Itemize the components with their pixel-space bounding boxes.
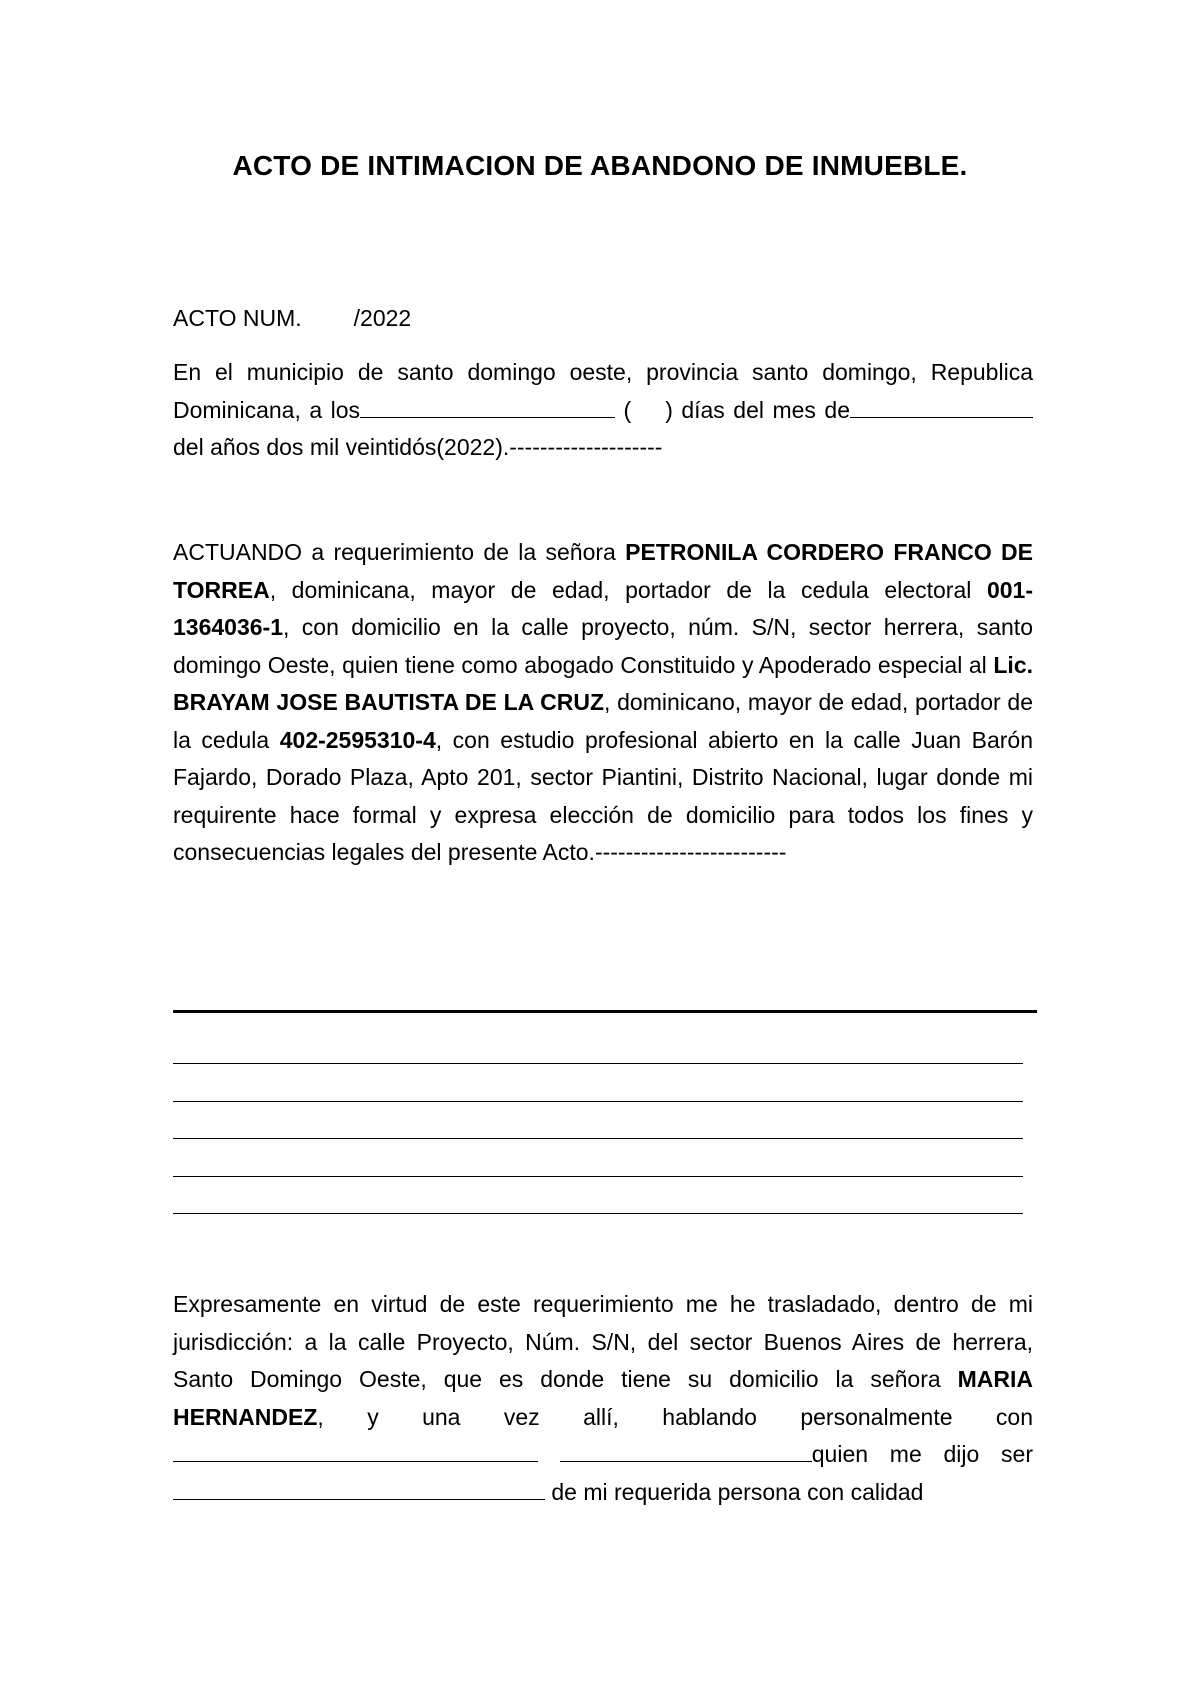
acto-number-year: /2022 — [353, 305, 412, 331]
blank-spoke-with-2 — [560, 1439, 812, 1462]
p2-lawyer-id: 402-2595310-4 — [279, 726, 436, 753]
blank-relationship — [173, 1477, 545, 1500]
p1-text-4: del años dos mil veintidós(2022).-------------------- — [173, 434, 663, 460]
p1-text-3: ) días del mes de — [665, 396, 851, 423]
paragraph-traslado — [173, 1286, 1033, 1511]
paragraph-actuando — [173, 534, 1033, 872]
p1-text-2: ( — [623, 396, 632, 423]
blank-line — [173, 1138, 1023, 1139]
acto-number-line — [173, 305, 411, 332]
p2-requester-name: PETRONILA CORDERO FRANCO DE TORREA — [173, 539, 1033, 603]
p2-text-2: , dominicana, mayor de edad, portador de la cedula electoral — [269, 576, 987, 603]
blank-line — [173, 1213, 1023, 1214]
p2-text-5: , con estudio profesional abierto en la calle Juan Barón Fajardo, Dorado Plaza, Apto 201, sector Piantini, Distrito Nacional, lugar donde mi requirente hace formal y expresa elección de domicilio para todos los fines y consecuencias legales del presente Acto.------------------------- — [173, 726, 1033, 865]
acto-number-label: ACTO NUM. — [173, 305, 302, 331]
paragraph-location-date — [173, 354, 1033, 467]
document-title: ACTO DE INTIMACION DE ABANDONO DE INMUEBLE. — [232, 150, 968, 181]
p3-text-3: quien me dijo ser — [811, 1441, 1034, 1467]
p2-text-1: ACTUANDO a requerimiento de la señora — [173, 539, 626, 565]
blank-line — [173, 1063, 1023, 1064]
p1-text-1: En el municipio de santo domingo oeste, provincia santo domingo, Republica Dominicana, a los — [173, 359, 1033, 423]
blank-line — [173, 1176, 1023, 1177]
p2-lawyer-name: Lic. BRAYAM JOSE BAUTISTA DE LA CRUZ — [173, 651, 1033, 715]
p3-text-2: , y una vez allí, hablando personalmente con — [317, 1403, 1033, 1430]
blank-month — [850, 395, 1033, 418]
p2-text-3: , con domicilio en la calle proyecto, núm. S/N, sector herrera, santo domingo Oeste, quien tiene como abogado Constituido y Apoderado especial al — [173, 614, 1033, 678]
p2-requester-id: 001-1364036-1 — [173, 576, 1033, 640]
p3-text-1: Expresamente en virtud de este requerimiento me he trasladado, dentro de mi jurisdicción: a la calle Proyecto, Núm. S/N, del sector Buenos Aires de herrera, Santo Domingo Oeste, que es donde tiene su domicilio la señora — [173, 1291, 1033, 1392]
section-divider — [173, 1010, 1037, 1013]
p2-text-4: , dominicano, mayor de edad, portador de la cedula — [173, 689, 1034, 753]
blank-spoke-with — [173, 1439, 538, 1462]
p3-text-4: de mi requerida persona con calidad — [551, 1478, 924, 1505]
p3-required-name: MARIA HERNANDEZ — [173, 1366, 1033, 1430]
blank-line — [173, 1101, 1023, 1102]
blank-day-words — [360, 395, 615, 418]
